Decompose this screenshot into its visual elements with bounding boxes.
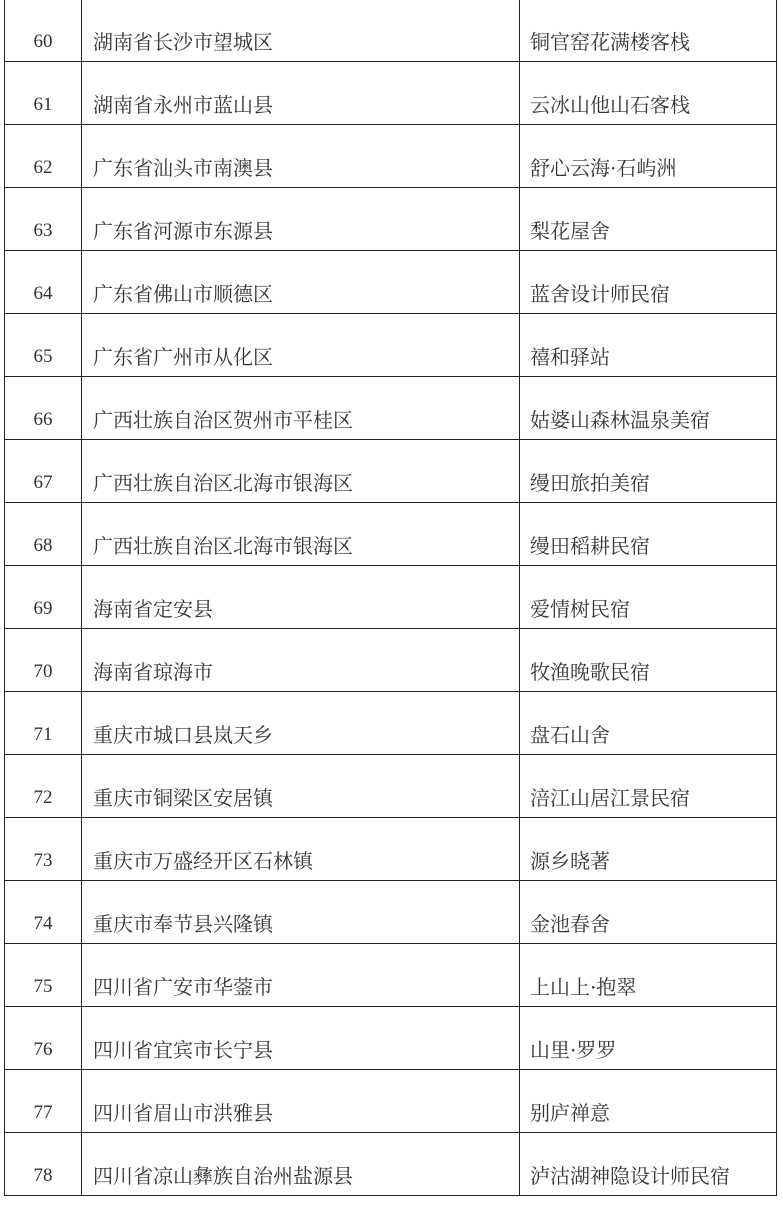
- table-row: [5, 440, 777, 503]
- location-cell: [82, 251, 520, 314]
- table-row: [5, 629, 777, 692]
- location-cell-text: 广西壮族自治区北海市银海区: [93, 471, 353, 495]
- row-number-text: 66: [33, 409, 53, 430]
- homestay-name-cell: [520, 692, 777, 755]
- row-number: [5, 1007, 82, 1070]
- row-number: [5, 440, 82, 503]
- homestay-name-cell: [520, 440, 777, 503]
- homestay-name-cell: [520, 188, 777, 251]
- row-number-text: 78: [33, 1165, 53, 1186]
- location-cell: [82, 566, 520, 629]
- row-number: [5, 755, 82, 818]
- table-row: [5, 314, 777, 377]
- location-cell: [82, 125, 520, 188]
- location-cell-text: 广东省河源市东源县: [93, 219, 273, 243]
- homestay-name-cell-text: 盘石山舍: [530, 723, 610, 747]
- location-cell: [82, 944, 520, 1007]
- location-cell-text: 四川省凉山彝族自治州盐源县: [93, 1164, 353, 1188]
- row-number-text: 65: [33, 346, 53, 367]
- homestay-name-cell: [520, 62, 777, 125]
- table-row: [5, 818, 777, 881]
- location-cell-text: 四川省广安市华蓥市: [93, 975, 273, 999]
- row-number-text: 68: [33, 535, 53, 556]
- homestay-name-cell: [520, 629, 777, 692]
- homestay-name-cell-text: 铜官窑花满楼客栈: [530, 30, 690, 54]
- row-number: [5, 125, 82, 188]
- homestay-name-cell-text: 舒心云海·石屿洲: [530, 156, 677, 180]
- homestay-name-cell-text: 涪江山居江景民宿: [530, 786, 690, 810]
- homestay-name-cell-text: 源乡晓著: [530, 849, 610, 873]
- table-row: [5, 251, 777, 314]
- row-number: [5, 0, 82, 62]
- homestay-name-cell: [520, 377, 777, 440]
- location-cell-text: 重庆市万盛经开区石林镇: [93, 849, 313, 873]
- row-number-text: 64: [33, 283, 53, 304]
- location-cell: [82, 188, 520, 251]
- row-number-text: 77: [33, 1102, 53, 1123]
- row-number: [5, 881, 82, 944]
- homestay-list-table: [4, 0, 777, 1196]
- location-cell: [82, 377, 520, 440]
- location-cell-text: 重庆市铜梁区安居镇: [93, 786, 273, 810]
- location-cell-text: 广东省广州市从化区: [93, 345, 273, 369]
- homestay-name-cell: [520, 125, 777, 188]
- row-number-text: 71: [33, 724, 53, 745]
- row-number-text: 67: [33, 472, 53, 493]
- location-cell: [82, 503, 520, 566]
- location-cell: [82, 1070, 520, 1133]
- row-number-text: 60: [33, 31, 53, 52]
- table-row: [5, 566, 777, 629]
- location-cell-text: 重庆市城口县岚天乡: [93, 723, 273, 747]
- homestay-name-cell: [520, 314, 777, 377]
- homestay-name-cell-text: 缦田稻耕民宿: [530, 534, 650, 558]
- location-cell-text: 湖南省长沙市望城区: [93, 30, 273, 54]
- homestay-name-cell: [520, 1007, 777, 1070]
- location-cell-text: 湖南省永州市蓝山县: [93, 93, 273, 117]
- row-number: [5, 629, 82, 692]
- table-row: [5, 1133, 777, 1196]
- table-row: [5, 944, 777, 1007]
- row-number-text: 61: [33, 94, 53, 115]
- homestay-name-cell-text: 泸沽湖神隐设计师民宿: [530, 1164, 730, 1188]
- row-number-text: 69: [33, 598, 53, 619]
- location-cell-text: 海南省定安县: [93, 597, 213, 621]
- table-row: [5, 0, 777, 62]
- homestay-name-cell-text: 梨花屋舍: [530, 219, 610, 243]
- row-number: [5, 377, 82, 440]
- location-cell: [82, 629, 520, 692]
- location-cell-text: 四川省眉山市洪雅县: [93, 1101, 273, 1125]
- homestay-name-cell-text: 禧和驿站: [530, 345, 610, 369]
- row-number: [5, 62, 82, 125]
- row-number: [5, 503, 82, 566]
- homestay-name-cell: [520, 251, 777, 314]
- homestay-name-cell-text: 别庐禅意: [530, 1101, 610, 1125]
- homestay-name-cell: [520, 755, 777, 818]
- homestay-name-cell: [520, 944, 777, 1007]
- row-number-text: 70: [33, 661, 53, 682]
- homestay-name-cell-text: 云冰山他山石客栈: [530, 93, 690, 117]
- location-cell: [82, 314, 520, 377]
- row-number: [5, 566, 82, 629]
- homestay-name-cell: [520, 818, 777, 881]
- row-number: [5, 1070, 82, 1133]
- location-cell-text: 广西壮族自治区贺州市平桂区: [93, 408, 353, 432]
- row-number-text: 62: [33, 157, 53, 178]
- location-cell: [82, 755, 520, 818]
- location-cell: [82, 62, 520, 125]
- location-cell-text: 广东省汕头市南澳县: [93, 156, 273, 180]
- location-cell: [82, 818, 520, 881]
- row-number-text: 72: [33, 787, 53, 808]
- table-row: [5, 125, 777, 188]
- homestay-name-cell-text: 蓝舍设计师民宿: [530, 282, 670, 306]
- row-number-text: 73: [33, 850, 53, 871]
- homestay-name-cell-text: 上山上·抱翠: [530, 975, 637, 999]
- row-number-text: 75: [33, 976, 53, 997]
- homestay-name-cell: [520, 1133, 777, 1196]
- homestay-name-cell: [520, 0, 777, 62]
- row-number: [5, 188, 82, 251]
- location-cell: [82, 1007, 520, 1070]
- row-number-text: 63: [33, 220, 53, 241]
- homestay-name-cell-text: 姑婆山森林温泉美宿: [530, 408, 710, 432]
- homestay-name-cell: [520, 1070, 777, 1133]
- table-row: [5, 692, 777, 755]
- row-number-text: 74: [33, 913, 53, 934]
- row-number: [5, 251, 82, 314]
- homestay-name-cell-text: 爱情树民宿: [530, 597, 630, 621]
- location-cell: [82, 440, 520, 503]
- location-cell: [82, 881, 520, 944]
- row-number: [5, 1133, 82, 1196]
- homestay-name-cell-text: 金池春舍: [530, 912, 610, 936]
- homestay-name-cell: [520, 881, 777, 944]
- location-cell: [82, 1133, 520, 1196]
- table-body: [5, 0, 777, 1196]
- location-cell: [82, 692, 520, 755]
- table-row: [5, 755, 777, 818]
- location-cell-text: 海南省琼海市: [93, 660, 213, 684]
- table-row: [5, 881, 777, 944]
- table-row: [5, 377, 777, 440]
- table-row: [5, 503, 777, 566]
- homestay-name-cell-text: 山里·罗罗: [530, 1038, 617, 1062]
- row-number-text: 76: [33, 1039, 53, 1060]
- homestay-name-cell: [520, 503, 777, 566]
- table-row: [5, 188, 777, 251]
- table-row: [5, 1007, 777, 1070]
- row-number: [5, 314, 82, 377]
- row-number: [5, 944, 82, 1007]
- location-cell-text: 四川省宜宾市长宁县: [93, 1038, 273, 1062]
- table-row: [5, 62, 777, 125]
- homestay-name-cell: [520, 566, 777, 629]
- row-number: [5, 692, 82, 755]
- homestay-name-cell-text: 缦田旅拍美宿: [530, 471, 650, 495]
- location-cell-text: 重庆市奉节县兴隆镇: [93, 912, 273, 936]
- location-cell-text: 广西壮族自治区北海市银海区: [93, 534, 353, 558]
- homestay-name-cell-text: 牧渔晚歌民宿: [530, 660, 650, 684]
- table-row: [5, 1070, 777, 1133]
- location-cell-text: 广东省佛山市顺德区: [93, 282, 273, 306]
- location-cell: [82, 0, 520, 62]
- row-number: [5, 818, 82, 881]
